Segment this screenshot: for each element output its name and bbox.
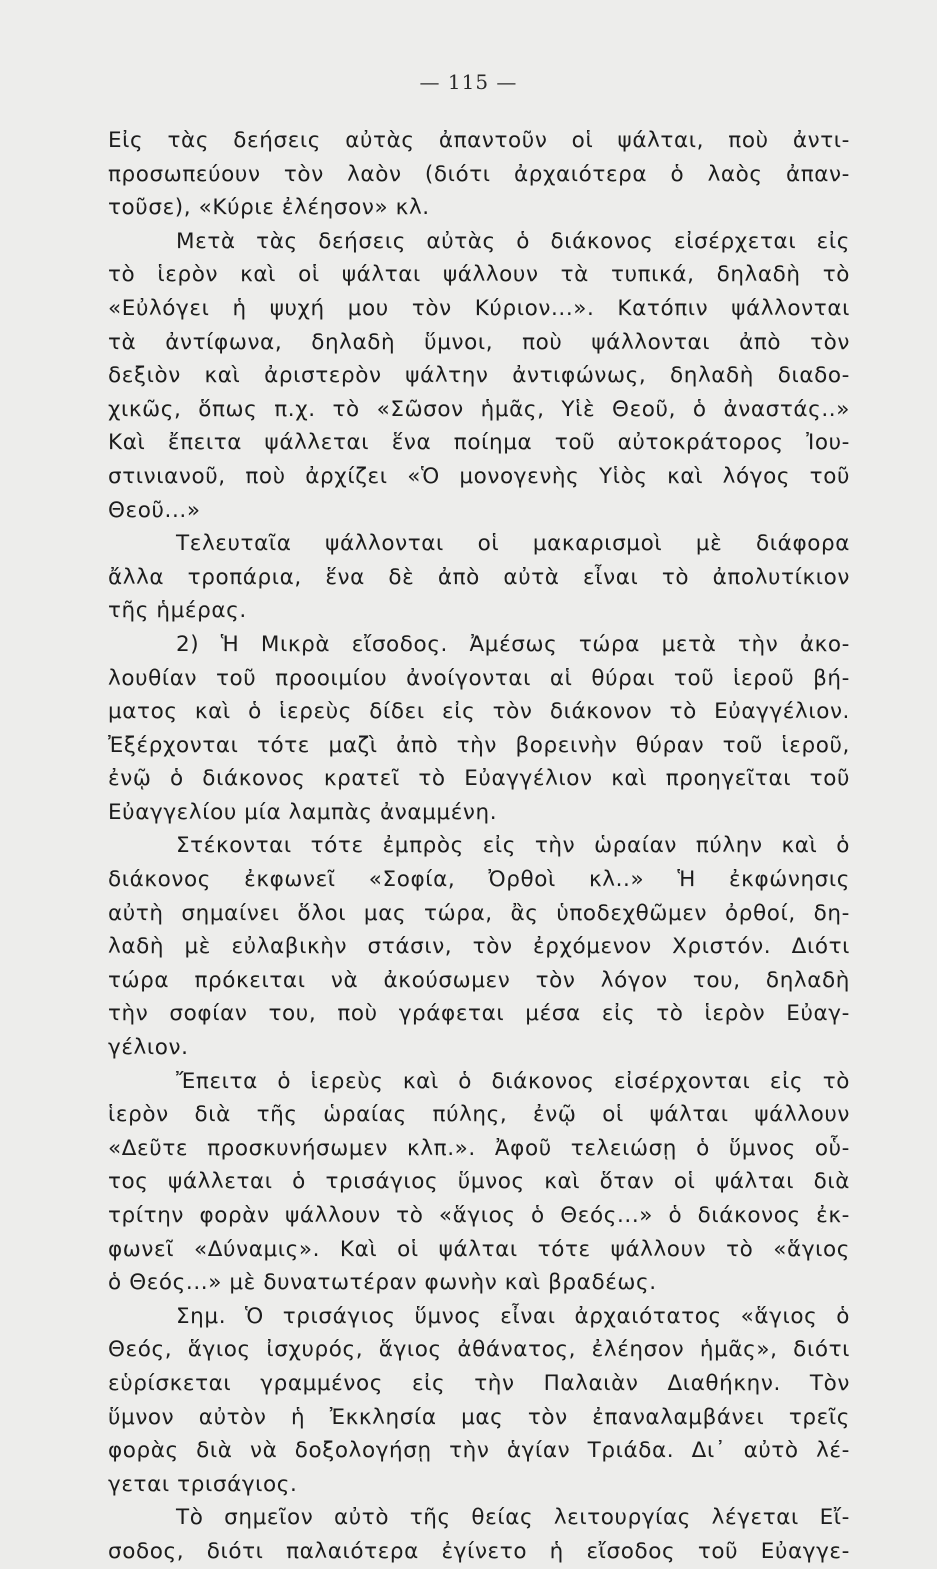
text-line: ὕμνον αὐτὸν ἡ Ἐκκλησία μας τὸν ἐπαναλαμβάνει τρεῖς [108, 1404, 850, 1430]
text-line: αὐτὴ σημαίνει ὅλοι μας τώρα, ἂς ὑποδεχθῶμεν ὀρθοί, δη- [108, 900, 850, 926]
body-text [108, 124, 850, 1569]
text-line: τώρα πρόκειται νὰ ἀκούσωμεν τὸν λόγον του, δηλαδὴ [108, 967, 850, 993]
text-line: Μετὰ τὰς δεήσεις αὐτὰς ὁ διάκονος εἰσέρχεται εἰς [176, 228, 850, 254]
text-line: λαδὴ μὲ εὐλαβικὴν στάσιν, τὸν ἐρχόμενον Χριστόν. Διότι [108, 934, 850, 960]
text-line: λουθίαν τοῦ προοιμίου ἀνοίγονται αἱ θύραι τοῦ ἱεροῦ βή- [108, 665, 850, 691]
text-line: δεξιὸν καὶ ἀριστερὸν ψάλτην ἀντιφώνως, δηλαδὴ διαδο- [108, 363, 850, 389]
text-line: ἄλλα τροπάρια, ἕνα δὲ ἀπὸ αὐτὰ εἶναι τὸ ἀπολυτίκιον [108, 564, 850, 590]
text-line: Καὶ ἔπειτα ψάλλεται ἕνα ποίημα τοῦ αὐτοκράτορος Ἰου- [108, 430, 850, 456]
text-line: ἱερὸν διὰ τῆς ὡραίας πύλης, ἐνῷ οἱ ψάλται ψάλλουν [108, 1102, 850, 1128]
text-line: τρίτην φορὰν ψάλλουν τὸ «ἅγιος ὁ Θεός...» ὁ διάκονος ἐκ- [108, 1203, 850, 1228]
text-line: τὰ ἀντίφωνα, δηλαδὴ ὕμνοι, ποὺ ψάλλονται ἀπὸ τὸν [108, 329, 850, 355]
note-line: Σημ. Ὁ τρισάγιος ὕμνος εἶναι ἀρχαιότατος «ἅγιος ὁ [176, 1303, 850, 1329]
text-line: φορὰς διὰ νὰ δοξολογήσῃ τὴν ἁγίαν Τριάδα. Δι᾽ αὐτὸ λέ- [108, 1438, 850, 1464]
section-heading-line: 2) Ἡ Μικρὰ εἴσοδος. Ἀμέσως τώρα μετὰ τὴν ἀκο- [176, 631, 850, 657]
text-line: τὸ ἱερὸν καὶ οἱ ψάλται ψάλλουν τὰ τυπικά, δηλαδὴ τὸ [108, 262, 850, 288]
page-number: — 115 — [419, 70, 518, 94]
text-line: χικῶς, ὅπως π.χ. τὸ «Σῶσον ἡμᾶς, Υἱὲ Θεοῦ, ὁ ἀναστάς..» [108, 396, 850, 422]
text-line: «Δεῦτε προσκυνήσωμεν κλπ.». Ἀφοῦ τελειώσῃ ὁ ὕμνος οὗ- [108, 1135, 850, 1161]
text-line: τῆς ἡμέρας. [108, 598, 247, 624]
text-line: εὑρίσκεται γραμμένος εἰς τὴν Παλαιὰν Διαθήκην. Τὸν [108, 1370, 850, 1396]
text-line: προσωπεύουν τὸν λαὸν (διότι ἀρχαιότερα ὁ λαὸς ἀπαν- [108, 161, 850, 187]
text-line: τος ψάλλεται ὁ τρισάγιος ὕμνος καὶ ὅταν οἱ ψάλται διὰ [108, 1169, 850, 1195]
text-line: Εὐαγγελίου μία λαμπὰς ἀναμμένη. [108, 799, 498, 825]
text-line: φωνεῖ «Δύναμις». Καὶ οἱ ψάλται τότε ψάλλουν τὸ «ἅγιος [108, 1236, 850, 1262]
text-line: τοῦσε), «Κύριε ἐλέησον» κλ. [108, 195, 430, 221]
text-line: «Εὐλόγει ἡ ψυχή μου τὸν Κύριον...». Κατόπιν ψάλλονται [108, 295, 850, 321]
text-line: Θεός, ἅγιος ἰσχυρός, ἅγιος ἀθάνατος, ἐλέησον ἡμᾶς», διότι [108, 1337, 850, 1363]
text-line: γέλιον. [108, 1035, 189, 1061]
text-line: Ἔπειτα ὁ ἱερεὺς καὶ ὁ διάκονος εἰσέρχονται εἰς τὸ [176, 1068, 850, 1094]
text-line: Τὸ σημεῖον αὐτὸ τῆς θείας λειτουργίας λέγεται Εἴ- [176, 1505, 850, 1531]
text-line: τὴν σοφίαν του, ποὺ γράφεται μέσα εἰς τὸ ἱερὸν Εὐαγ- [108, 1001, 850, 1027]
text-line: γεται τρισάγιος. [108, 1471, 298, 1497]
text-line: ὁ Θεός...» μὲ δυνατωτέραν φωνὴν καὶ βραδέως. [108, 1270, 657, 1296]
text-line: Τελευταῖα ψάλλονται οἱ μακαρισμοὶ μὲ διάφορα [176, 531, 850, 557]
text-line: Εἰς τὰς δεήσεις αὐτὰς ἀπαντοῦν οἱ ψάλται, ποὺ ἀντι- [108, 128, 850, 153]
text-line: σοδος, διότι παλαιότερα ἐγίνετο ἡ εἴσοδος τοῦ Εὐαγγε- [108, 1538, 850, 1564]
text-line: διάκονος ἐκφωνεῖ «Σοφία, Ὀρθοὶ κλ..» Ἡ ἐκφώνησις [108, 867, 850, 893]
text-line: ἐνῷ ὁ διάκονος κρατεῖ τὸ Εὐαγγέλιον καὶ προηγεῖται τοῦ [108, 766, 850, 792]
text-line: Στέκονται τότε ἐμπρὸς εἰς τὴν ὡραίαν πύλην καὶ ὁ [176, 833, 850, 859]
text-line: Θεοῦ...» [108, 497, 201, 523]
text-line: στινιανοῦ, ποὺ ἀρχίζει «Ὁ μονογενὴς Υἱὸς καὶ λόγος τοῦ [108, 463, 850, 489]
text-line: Ἐξέρχονται τότε μαζὶ ἀπὸ τὴν βορεινὴν θύραν τοῦ ἱεροῦ, [108, 732, 850, 758]
text-line: ματος καὶ ὁ ἱερεὺς δίδει εἰς τὸν διάκονον τὸ Εὐαγγέλιον. [108, 699, 850, 725]
